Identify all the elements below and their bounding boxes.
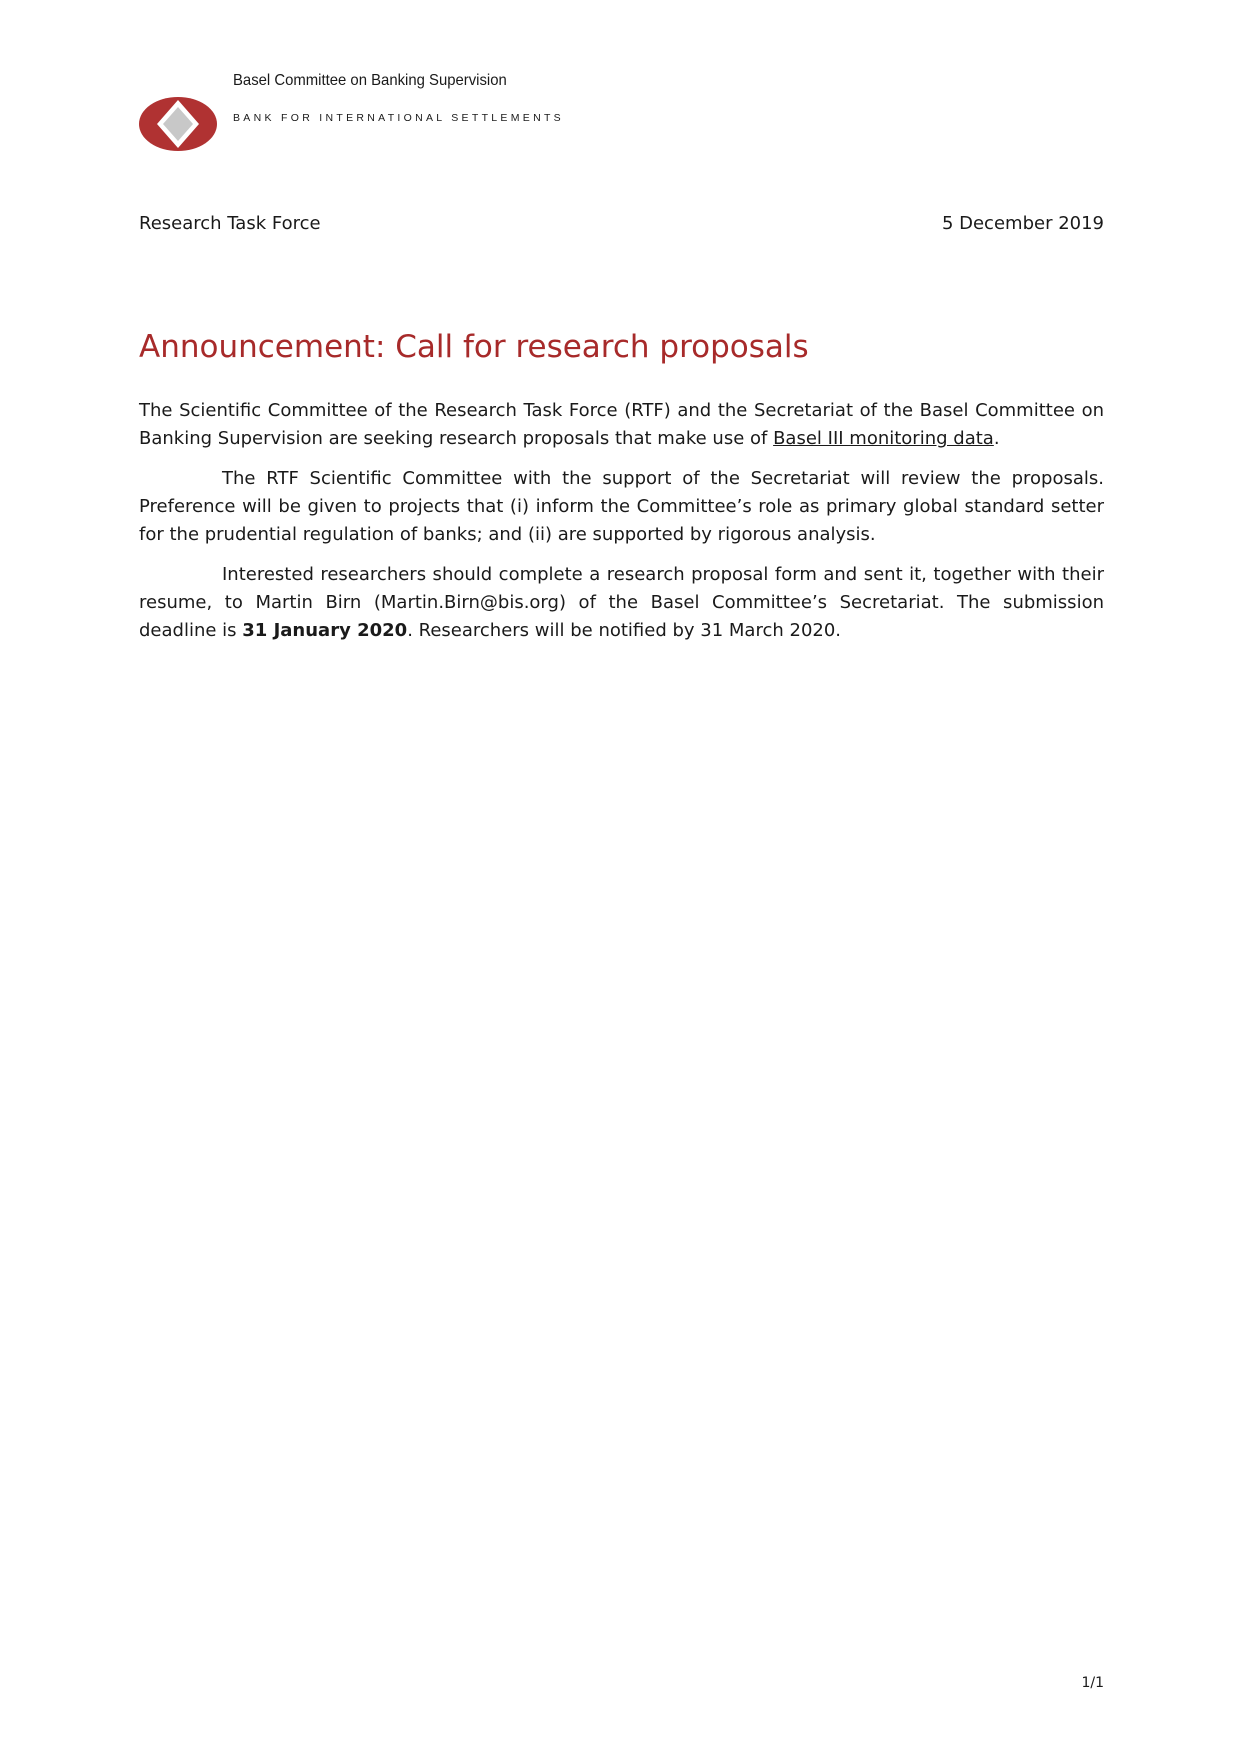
- paragraph-3: [139, 561, 1104, 645]
- paragraph-3-end: . Researchers will be notified by 31 March 2020.: [407, 620, 842, 641]
- paragraph-1: [139, 397, 1104, 453]
- org-name: Basel Committee on Banking Supervision: [233, 72, 507, 89]
- page-number: 1/1: [1081, 1675, 1104, 1691]
- bis-logo-icon: [139, 97, 217, 151]
- page-title: Announcement: Call for research proposals: [139, 329, 809, 365]
- submission-deadline: 31 January 2020: [242, 620, 408, 641]
- document-header: [139, 72, 599, 162]
- paragraph-2: The RTF Scientific Committee with the support of the Secretariat will review the proposals. Preference will be given to projects that (i) inform the Committee’s role as primary global standard setter for the prudential regulation of banks; and (ii) are supported by rigorous analysis.: [139, 468, 1104, 545]
- basel-iii-monitoring-data-link[interactable]: Basel III monitoring data: [773, 428, 994, 449]
- document-date: 5 December 2019: [941, 213, 1104, 234]
- paragraph-3-text: Interested researchers should complete a research proposal form and sent it, together with their resume, to Martin Birn (Martin.Birn@bis.org) of the Basel Committee’s Secretariat. The submission deadline is: [139, 564, 1104, 641]
- body-text: [139, 397, 1104, 657]
- group-name: Research Task Force: [139, 213, 321, 234]
- paragraph-1-end: .: [993, 428, 1000, 449]
- bis-name: BANK FOR INTERNATIONAL SETTLEMENTS: [233, 112, 564, 124]
- paragraph-1-text: The Scientific Committee of the Research Task Force (RTF) and the Secretariat of the Basel Committee on Banking Supervision are seeking research proposals that make use of: [139, 400, 1104, 449]
